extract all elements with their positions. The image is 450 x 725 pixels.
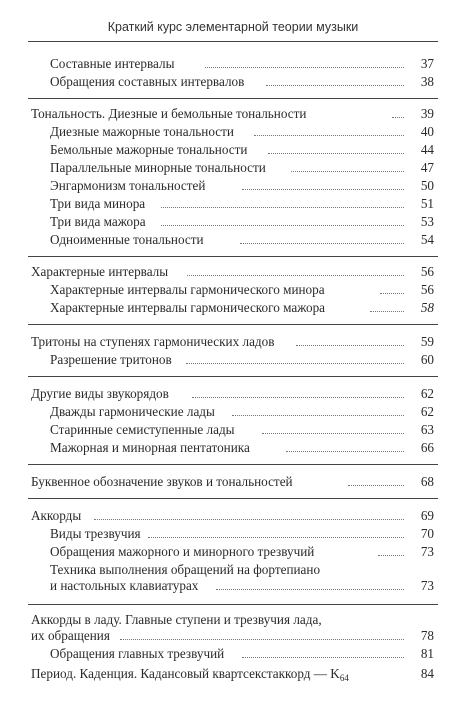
toc-entry-text: Характерные интервалы гармонического минора — [50, 282, 325, 297]
toc-leader — [120, 639, 404, 640]
toc-leader — [378, 555, 404, 556]
toc-leader — [205, 67, 404, 68]
toc-entry-text: Аккорды в ладу. Главные ступени и трезвучия лада, — [31, 612, 322, 627]
toc-leader — [380, 293, 404, 294]
toc-leader — [186, 363, 404, 364]
toc-entry-text: Разрешение тритонов — [50, 352, 172, 367]
toc-entry-text-main: Период. Каденция. Кадансовый квартсекстаккорд — K — [31, 666, 340, 681]
toc-leader — [148, 537, 404, 538]
toc-entry-page: 50 — [420, 178, 434, 193]
toc-entry-page: 38 — [420, 74, 434, 89]
running-header: Краткий курс элементарной теории музыки — [107, 20, 359, 34]
toc-entry-text: Три вида мажора — [50, 214, 146, 229]
toc-leader — [161, 225, 404, 226]
toc-entry-text: Виды трезвучия — [50, 526, 141, 541]
toc-entry-text: Тритоны на ступенях гармонических ладов — [31, 334, 275, 349]
toc-leader — [94, 519, 404, 520]
toc-entry-page: 60 — [420, 352, 434, 367]
toc-entry-page: 40 — [420, 124, 434, 139]
toc-entry-page: 62 — [420, 404, 434, 419]
toc-entry-text: Составные интервалы — [50, 56, 175, 71]
toc-entry-text: Обращения составных интервалов — [50, 74, 245, 89]
toc-entry-page: 68 — [420, 474, 434, 489]
toc-leader — [161, 207, 404, 208]
section-separator — [28, 256, 438, 257]
toc-entry-page: 63 — [420, 422, 434, 437]
toc-entry-text: Дважды гармонические лады — [50, 404, 215, 419]
toc-leader — [232, 415, 404, 416]
chord-subscript: 64 — [339, 673, 349, 683]
header-rule — [28, 41, 438, 42]
toc-entry-page: 51 — [420, 196, 434, 211]
toc-entry-text: Буквенное обозначение звуков и тональностей — [31, 474, 293, 489]
toc-entry-text: Характерные интервалы гармонического мажора — [50, 300, 326, 315]
toc-entry-text: их обращения — [31, 628, 110, 643]
section-separator — [28, 324, 438, 325]
toc-entry-text: Диезные мажорные тональности — [50, 124, 234, 139]
toc-leader — [254, 135, 404, 136]
toc-entry-page: 84 — [420, 666, 434, 681]
toc-entry-text: Старинные семиступенные лады — [50, 422, 235, 437]
section-separator — [28, 464, 438, 465]
toc-leader — [370, 311, 404, 312]
toc-leader — [240, 243, 404, 244]
toc-leader — [296, 345, 404, 346]
toc-entry-page: 53 — [420, 214, 434, 229]
toc-leader — [348, 485, 404, 486]
toc-entry-text: Обращения мажорного и минорного трезвучий — [50, 544, 315, 559]
section-separator — [28, 604, 438, 605]
toc-entry-text: Тональность. Диезные и бемольные тональности — [31, 106, 307, 121]
toc-entry-text: Обращения главных трезвучий — [50, 646, 225, 661]
toc-entry-text: Техника выполнения обращений на фортепиано — [50, 562, 321, 577]
toc-entry-page: 73 — [420, 544, 434, 559]
toc-entry-text — [31, 666, 349, 683]
toc-entry-text: Другие виды звукорядов — [31, 386, 169, 401]
toc-entry-page: 56 — [420, 264, 434, 279]
toc-leader — [242, 189, 404, 190]
toc-leader — [192, 397, 404, 398]
toc-entry-text: Аккорды — [31, 508, 82, 523]
section-separator — [28, 498, 438, 499]
toc-leader — [262, 433, 404, 434]
toc-entry-text: Параллельные минорные тональности — [50, 160, 266, 175]
toc-entry-page: 44 — [420, 142, 434, 157]
toc-entry-page: 62 — [420, 386, 434, 401]
toc-entry-page: 47 — [420, 160, 434, 175]
toc-leader — [268, 153, 404, 154]
toc-entry-text: Характерные интервалы — [31, 264, 169, 279]
toc-leader — [242, 657, 404, 658]
toc-entry-page: 39 — [420, 106, 434, 121]
section-separator — [28, 376, 438, 377]
toc-entry-text: Три вида минора — [50, 196, 146, 211]
toc-entry-page: 56 — [420, 282, 434, 297]
toc-entry-page: 73 — [420, 578, 434, 593]
toc-entry-page: 70 — [420, 526, 434, 541]
section-separator — [28, 98, 438, 99]
toc-entry-page: 59 — [420, 334, 434, 349]
toc-leader — [392, 117, 404, 118]
toc-entry-page: 66 — [420, 440, 434, 455]
toc-entry-text: Одноименные тональности — [50, 232, 204, 247]
toc-entry-page: 81 — [420, 646, 434, 661]
toc-entry-page: 58 — [420, 300, 434, 315]
toc-entry-text: Мажорная и минорная пентатоника — [50, 440, 250, 455]
toc-leader — [286, 451, 404, 452]
toc-entry-page: 78 — [420, 628, 434, 643]
toc-leader — [187, 275, 404, 276]
toc-entry-page: 54 — [420, 232, 434, 247]
toc-leader — [266, 85, 404, 86]
toc-leader — [216, 589, 404, 590]
toc-entry-page: 69 — [420, 508, 434, 523]
toc-entry-text: Бемольные мажорные тональности — [50, 142, 248, 157]
toc-entry-text: Энгармонизм тональностей — [50, 178, 206, 193]
toc-entry-page: 37 — [420, 56, 434, 71]
toc-leader — [291, 171, 404, 172]
toc-entry-text: и настольных клавиатурах — [50, 578, 199, 593]
